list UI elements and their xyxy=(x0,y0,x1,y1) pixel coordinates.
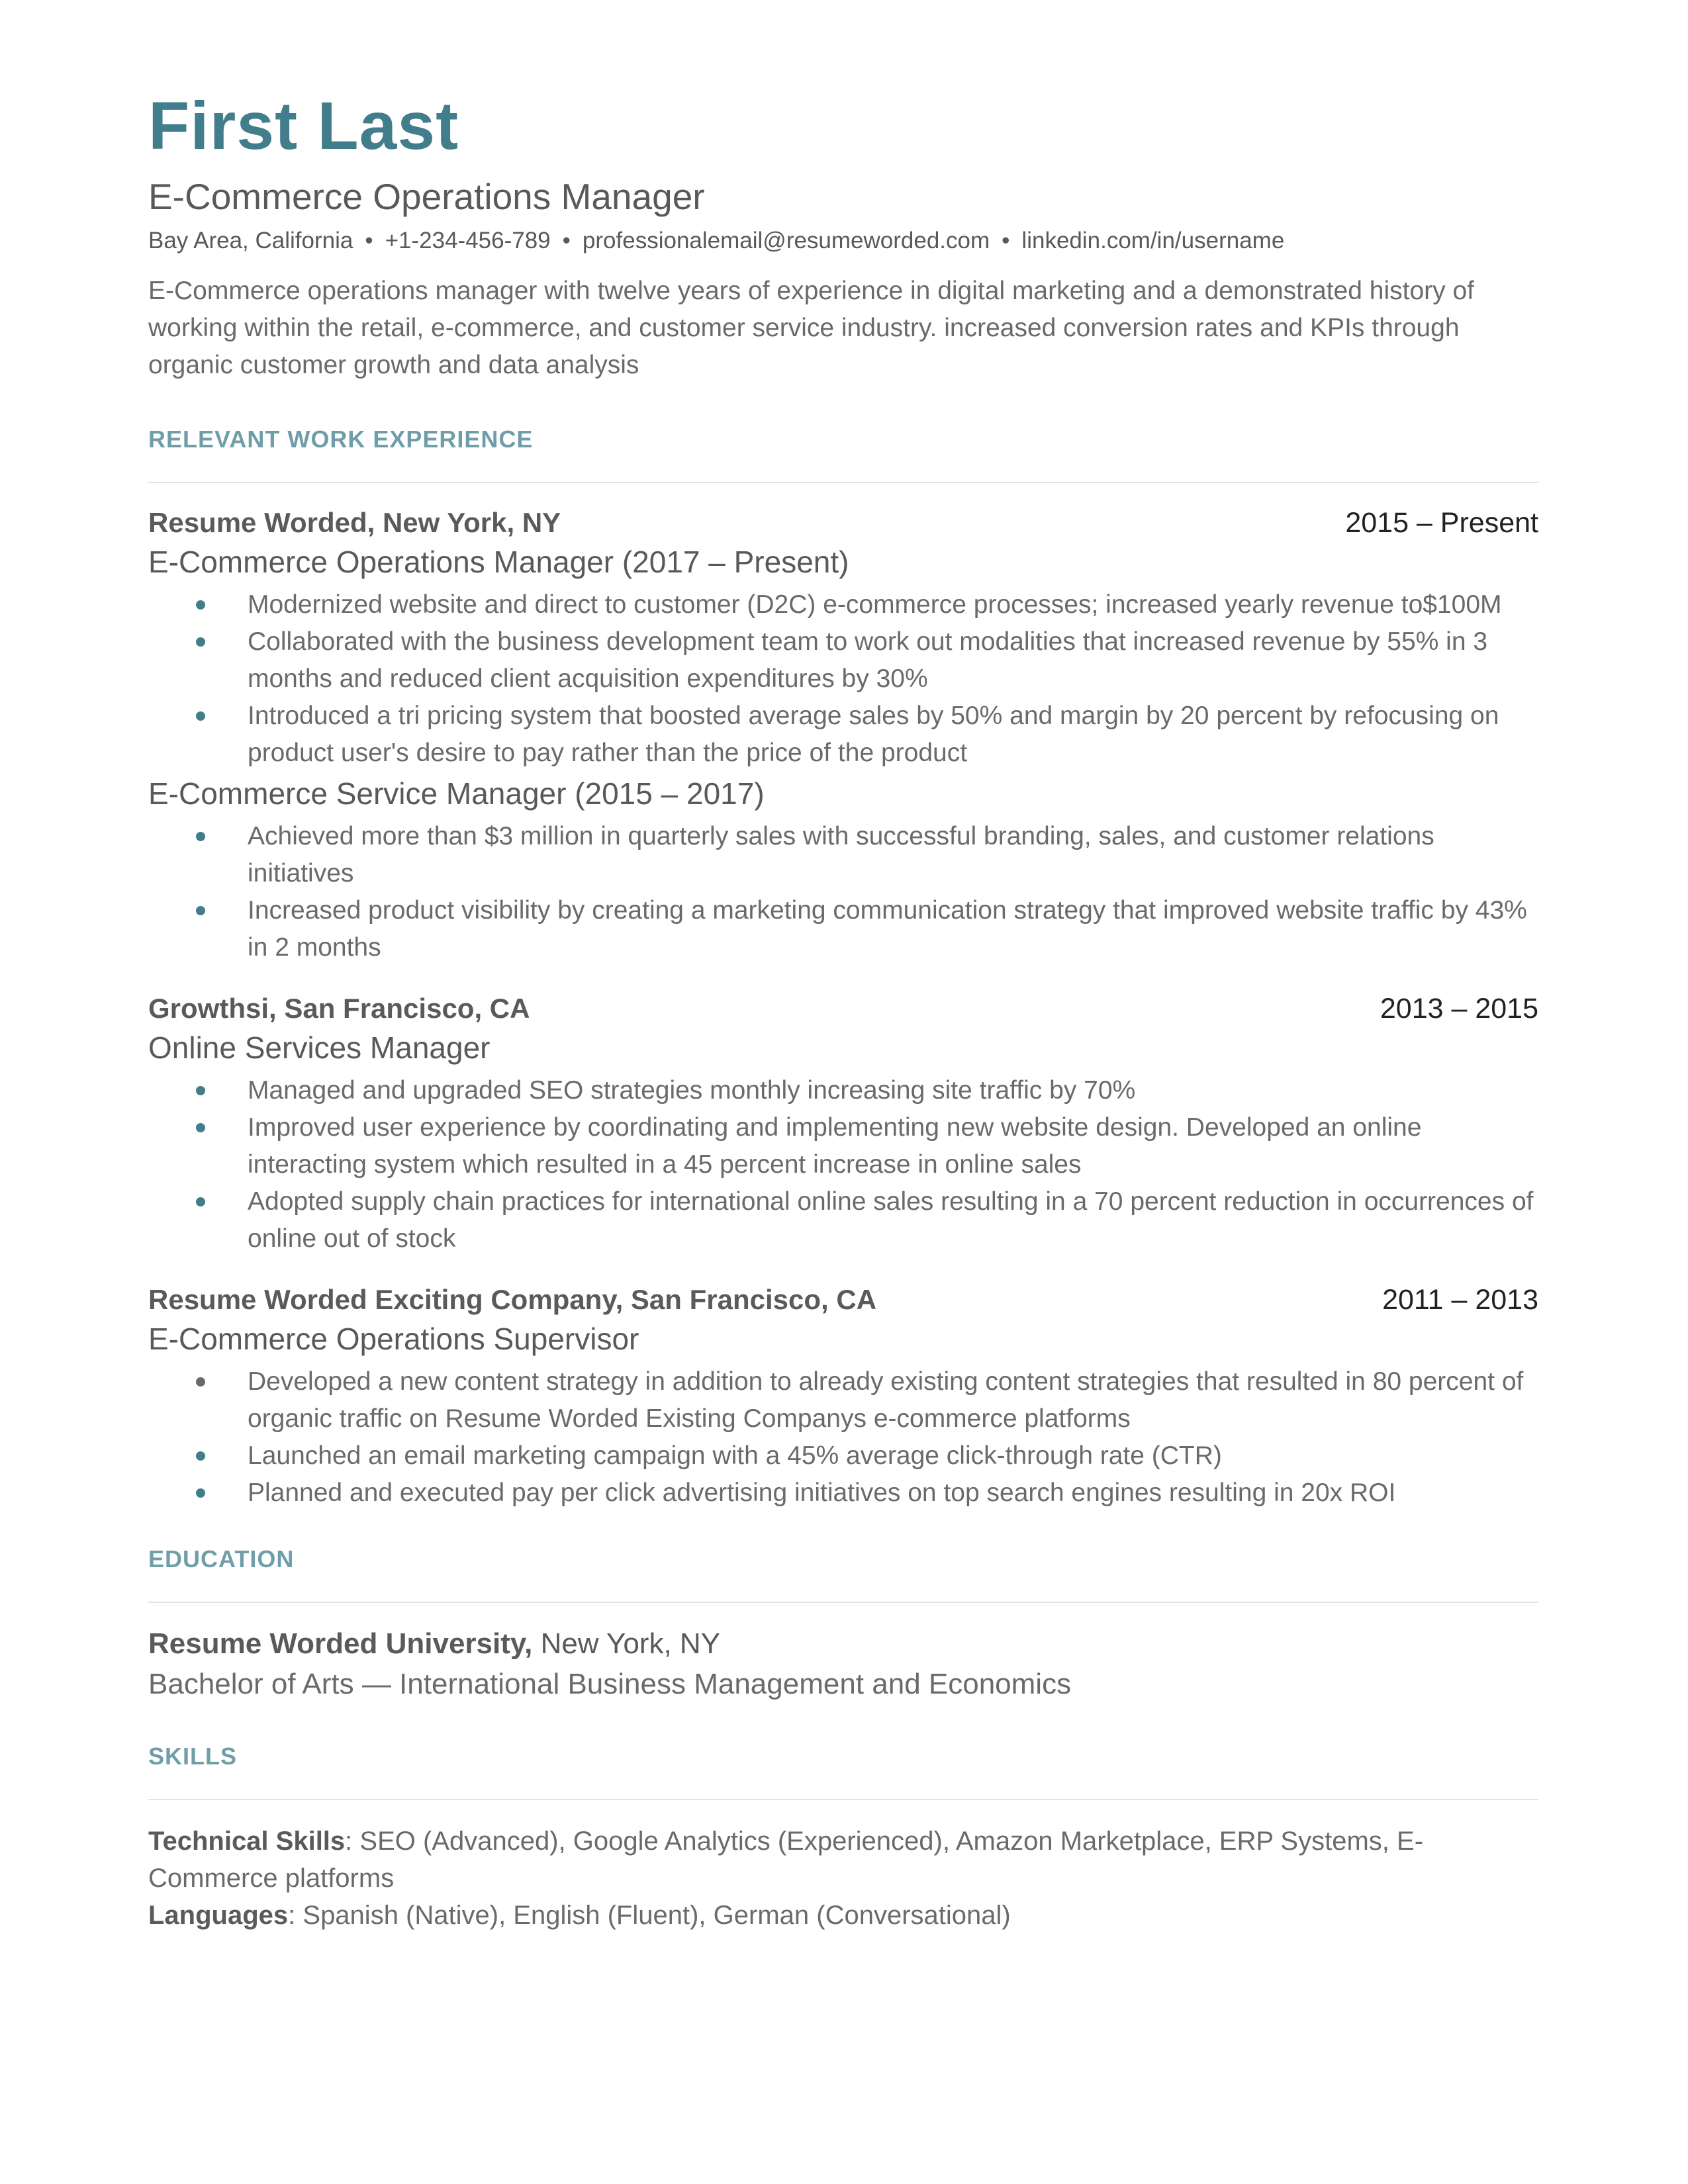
section-heading-education: EDUCATION xyxy=(148,1545,295,1572)
skills-technical-label: Technical Skills xyxy=(148,1827,346,1856)
list-item xyxy=(248,1475,1538,1512)
skills-languages-value: : Spanish (Native), English (Fluent), German (Conversational) xyxy=(288,1901,1011,1930)
bullet-text: Modernized website and direct to customer (D2C) e-commerce processes; increased yearly revenue to$100M xyxy=(248,590,1502,619)
bullet-icon xyxy=(196,1086,205,1095)
skills-technical xyxy=(148,1823,1538,1897)
job-company: Growthsi, San Francisco, CA xyxy=(148,993,530,1024)
job-role: E-Commerce Operations Supervisor xyxy=(148,1322,639,1356)
education-section xyxy=(148,1545,1538,1705)
list-item xyxy=(248,1437,1538,1475)
bullet-text: Adopted supply chain practices for international online sales resulting in a 70 percent reduction in occurrences of online out of stock xyxy=(248,1187,1534,1253)
bullet-icon xyxy=(196,906,205,915)
section-heading-skills: SKILLS xyxy=(148,1743,238,1770)
contact-separator: • xyxy=(562,228,571,253)
skills-technical-value: : SEO (Advanced), Google Analytics (Experienced), Amazon Marketplace, ERP Systems, E-Commerce platforms xyxy=(148,1827,1424,1893)
list-item xyxy=(248,892,1538,966)
job-dates: 2015 – Present xyxy=(1345,507,1538,539)
bullet-list xyxy=(148,586,1538,772)
candidate-name: First Last xyxy=(148,88,459,163)
section-divider xyxy=(148,482,1538,483)
section-divider xyxy=(148,1602,1538,1603)
bullet-list xyxy=(148,1363,1538,1512)
section-heading-experience: RELEVANT WORK EXPERIENCE xyxy=(148,426,534,453)
contact-separator: • xyxy=(1002,228,1010,253)
bullet-icon xyxy=(196,711,205,721)
job-header xyxy=(148,1281,1538,1318)
bullet-text: Planned and executed pay per click advertising initiatives on top search engines resulting in 20x ROI xyxy=(248,1479,1396,1507)
contact-email: professionalemail@resumeworded.com xyxy=(582,228,990,253)
bullet-icon xyxy=(196,1123,205,1132)
job-header xyxy=(148,990,1538,1027)
bullet-icon xyxy=(196,1488,205,1498)
bullet-list xyxy=(148,1072,1538,1257)
skills-languages-label: Languages xyxy=(148,1901,289,1930)
bullet-icon xyxy=(196,1197,205,1206)
bullet-icon xyxy=(196,637,205,647)
bullet-icon xyxy=(196,1377,205,1387)
job-company: Resume Worded, New York, NY xyxy=(148,507,561,538)
education-school: Resume Worded University, xyxy=(148,1627,533,1660)
resume-page xyxy=(148,86,1538,1934)
bullet-text: Introduced a tri pricing system that boosted average sales by 50% and margin by 20 percent by refocusing on product user's desire to pay rather than the price of the product xyxy=(248,702,1499,767)
contact-line xyxy=(148,226,1538,255)
skills-languages xyxy=(148,1897,1538,1934)
bullet-list xyxy=(148,818,1538,966)
section-divider xyxy=(148,1799,1538,1800)
bullet-icon xyxy=(196,1451,205,1461)
job-header xyxy=(148,504,1538,541)
list-item xyxy=(248,1363,1538,1437)
job-dates: 2013 – 2015 xyxy=(1380,993,1538,1024)
candidate-title: E-Commerce Operations Manager xyxy=(148,176,705,217)
education-school-line xyxy=(148,1624,1538,1664)
job-entry xyxy=(148,990,1538,1257)
bullet-text: Achieved more than $3 million in quarterly sales with successful branding, sales, and customer relations initiatives xyxy=(248,822,1434,887)
job-role: E-Commerce Service Manager (2015 – 2017) xyxy=(148,776,765,811)
experience-section xyxy=(148,425,1538,1512)
contact-linkedin: linkedin.com/in/username xyxy=(1021,228,1285,253)
list-item xyxy=(248,1183,1538,1257)
job-role: Online Services Manager xyxy=(148,1030,491,1065)
bullet-text: Managed and upgraded SEO strategies monthly increasing site traffic by 70% xyxy=(248,1076,1136,1105)
bullet-icon xyxy=(196,600,205,610)
contact-phone: +1-234-456-789 xyxy=(385,228,551,253)
education-degree: Bachelor of Arts — International Business Management and Economics xyxy=(148,1668,1072,1700)
list-item xyxy=(248,586,1538,623)
education-location: New York, NY xyxy=(540,1627,721,1660)
list-item xyxy=(248,818,1538,892)
skills-section xyxy=(148,1742,1538,1934)
bullet-text: Increased product visibility by creating a marketing communication strategy that improved website traffic by 43% in 2 months xyxy=(248,896,1527,962)
job-company: Resume Worded Exciting Company, San Francisco, CA xyxy=(148,1284,877,1315)
list-item xyxy=(248,698,1538,772)
list-item xyxy=(248,1072,1538,1109)
bullet-text: Improved user experience by coordinating and implementing new website design. Developed an online interacting system which resulted in a 45 percent increase in online sales xyxy=(248,1113,1422,1179)
contact-location: Bay Area, California xyxy=(148,228,353,253)
job-entry xyxy=(148,504,1538,966)
job-entry xyxy=(148,1281,1538,1512)
bullet-text: Collaborated with the business development team to work out modalities that increased revenue by 55% in 3 months and reduced client acquisition expenditures by 30% xyxy=(248,627,1488,693)
list-item xyxy=(248,623,1538,698)
bullet-icon xyxy=(196,832,205,841)
list-item xyxy=(248,1109,1538,1183)
contact-separator: • xyxy=(365,228,373,253)
job-dates: 2011 – 2013 xyxy=(1382,1284,1538,1316)
bullet-text: Launched an email marketing campaign with a 45% average click-through rate (CTR) xyxy=(248,1441,1222,1470)
summary-paragraph: E-Commerce operations manager with twelve years of experience in digital marketing and a demonstrated history of working within the retail, e-commerce, and customer service industry. increased conversion rates and KPIs through organic customer growth and data analysis xyxy=(148,277,1474,379)
bullet-text: Developed a new content strategy in addition to already existing content strategies that resulted in 80 percent of organic traffic on Resume Worded Existing Companys e-commerce platforms xyxy=(248,1367,1524,1433)
job-role: E-Commerce Operations Manager (2017 – Present) xyxy=(148,545,849,579)
